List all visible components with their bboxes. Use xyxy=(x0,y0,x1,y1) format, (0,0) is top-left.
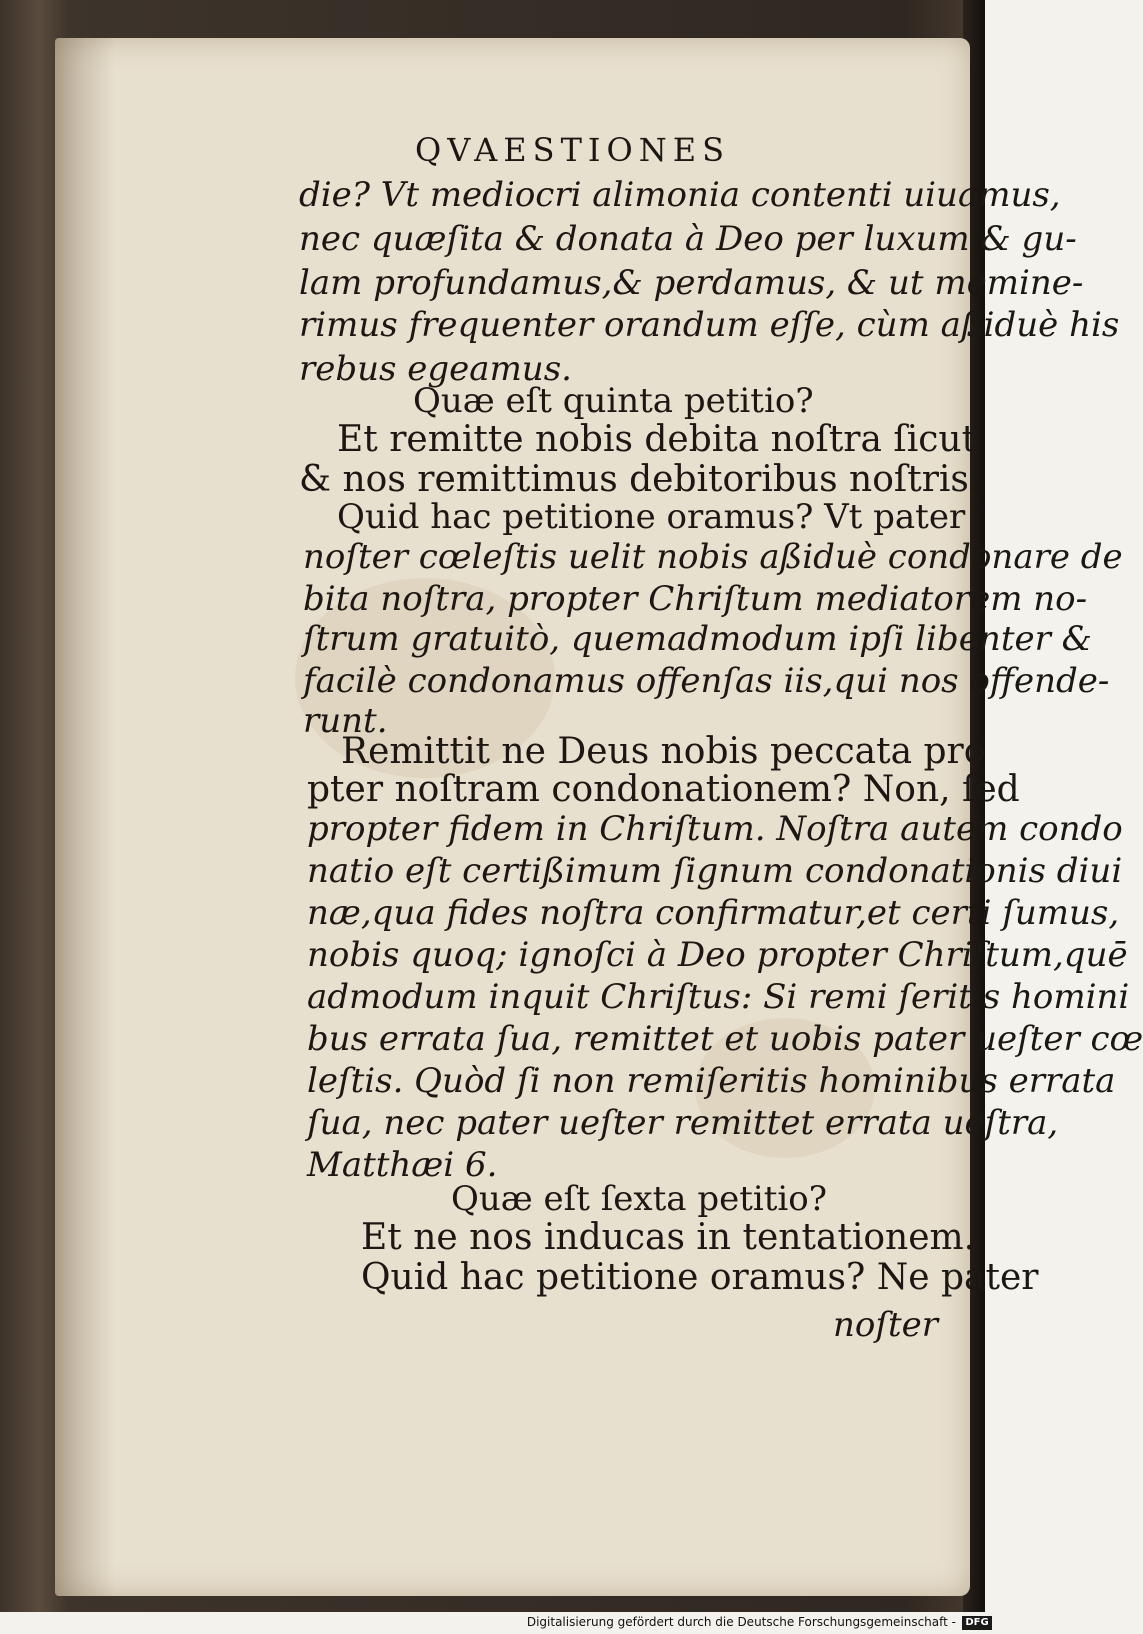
text-line: lam profundamus,& perdamus, & ut memine- xyxy=(299,263,1084,303)
question-heading: Quæ eſt quinta petitio? xyxy=(413,381,814,421)
text-line: pter noſtram condonationem? Non, ſed xyxy=(307,769,1020,810)
dfg-logo: DFG xyxy=(962,1616,992,1630)
page-text xyxy=(55,38,1143,1596)
text-line: runt. xyxy=(303,701,388,741)
question-line: Quid hac petitione oramus? Vt pater xyxy=(337,497,966,537)
funding-credit: Digitalisierung gefördert durch die Deutsche Forschungsgemeinschaft - xyxy=(526,1615,956,1629)
text-line: ſua, nec pater ueſter remittet errata ueſtra, xyxy=(307,1103,1059,1143)
text-line: natio eſt certißimum ſignum condonationis diui xyxy=(307,851,1123,891)
footer-bar xyxy=(0,1612,1000,1634)
running-head: QVAESTIONES xyxy=(415,131,731,169)
text-line: nec quæſita & donata à Deo per luxum & gu- xyxy=(299,219,1077,259)
book-page xyxy=(55,38,1143,1596)
catchword: noſter xyxy=(833,1305,938,1345)
text-line: & nos remittimus debitoribus noſtris. xyxy=(299,459,981,500)
text-line: ſtrum gratuitò, quemadmodum ipſi libenter & xyxy=(303,619,1092,659)
question-heading: Quæ eſt ſexta petitio? xyxy=(451,1179,827,1219)
text-line: die? Vt mediocri alimonia contenti uiuamus, xyxy=(299,175,1061,215)
text-line: facilè condonamus offenſas iis,qui nos offende- xyxy=(303,661,1110,701)
text-line: Et ne nos inducas in tentationem. xyxy=(361,1217,976,1258)
text-line: leſtis. Quòd ſi non remiſeritis hominibus errata xyxy=(307,1061,1116,1101)
text-line: propter fidem in Chriſtum. Noſtra autem condo xyxy=(307,809,1123,849)
text-line: bita noſtra, propter Chriſtum mediatorem no- xyxy=(303,579,1088,619)
question-line: Remittit ne Deus nobis peccata pro xyxy=(341,731,986,772)
question-line: Quid hac petitione oramus? Ne pater xyxy=(361,1257,1039,1298)
text-line: noſter cœleſtis uelit nobis aßiduè condonare de xyxy=(303,537,1123,577)
text-line: Matthæi 6. xyxy=(307,1145,498,1185)
text-line: rimus frequenter orandum eſſe, cùm aßiduè his xyxy=(299,305,1120,345)
text-line: admodum inquit Chriſtus: Si remi ſeritis homini xyxy=(307,977,1130,1017)
text-line: rebus egeamus. xyxy=(299,349,572,389)
text-line: næ,qua fides noſtra confirmatur,et certi ſumus, xyxy=(307,893,1120,933)
text-line: nobis quoq; ignoſci à Deo propter Chriſtum,quē xyxy=(307,935,1128,975)
text-line: bus errata ſua, remittet et uobis pater ueſter cœ xyxy=(307,1019,1143,1059)
text-line: Et remitte nobis debita noſtra ſicut xyxy=(337,419,977,460)
